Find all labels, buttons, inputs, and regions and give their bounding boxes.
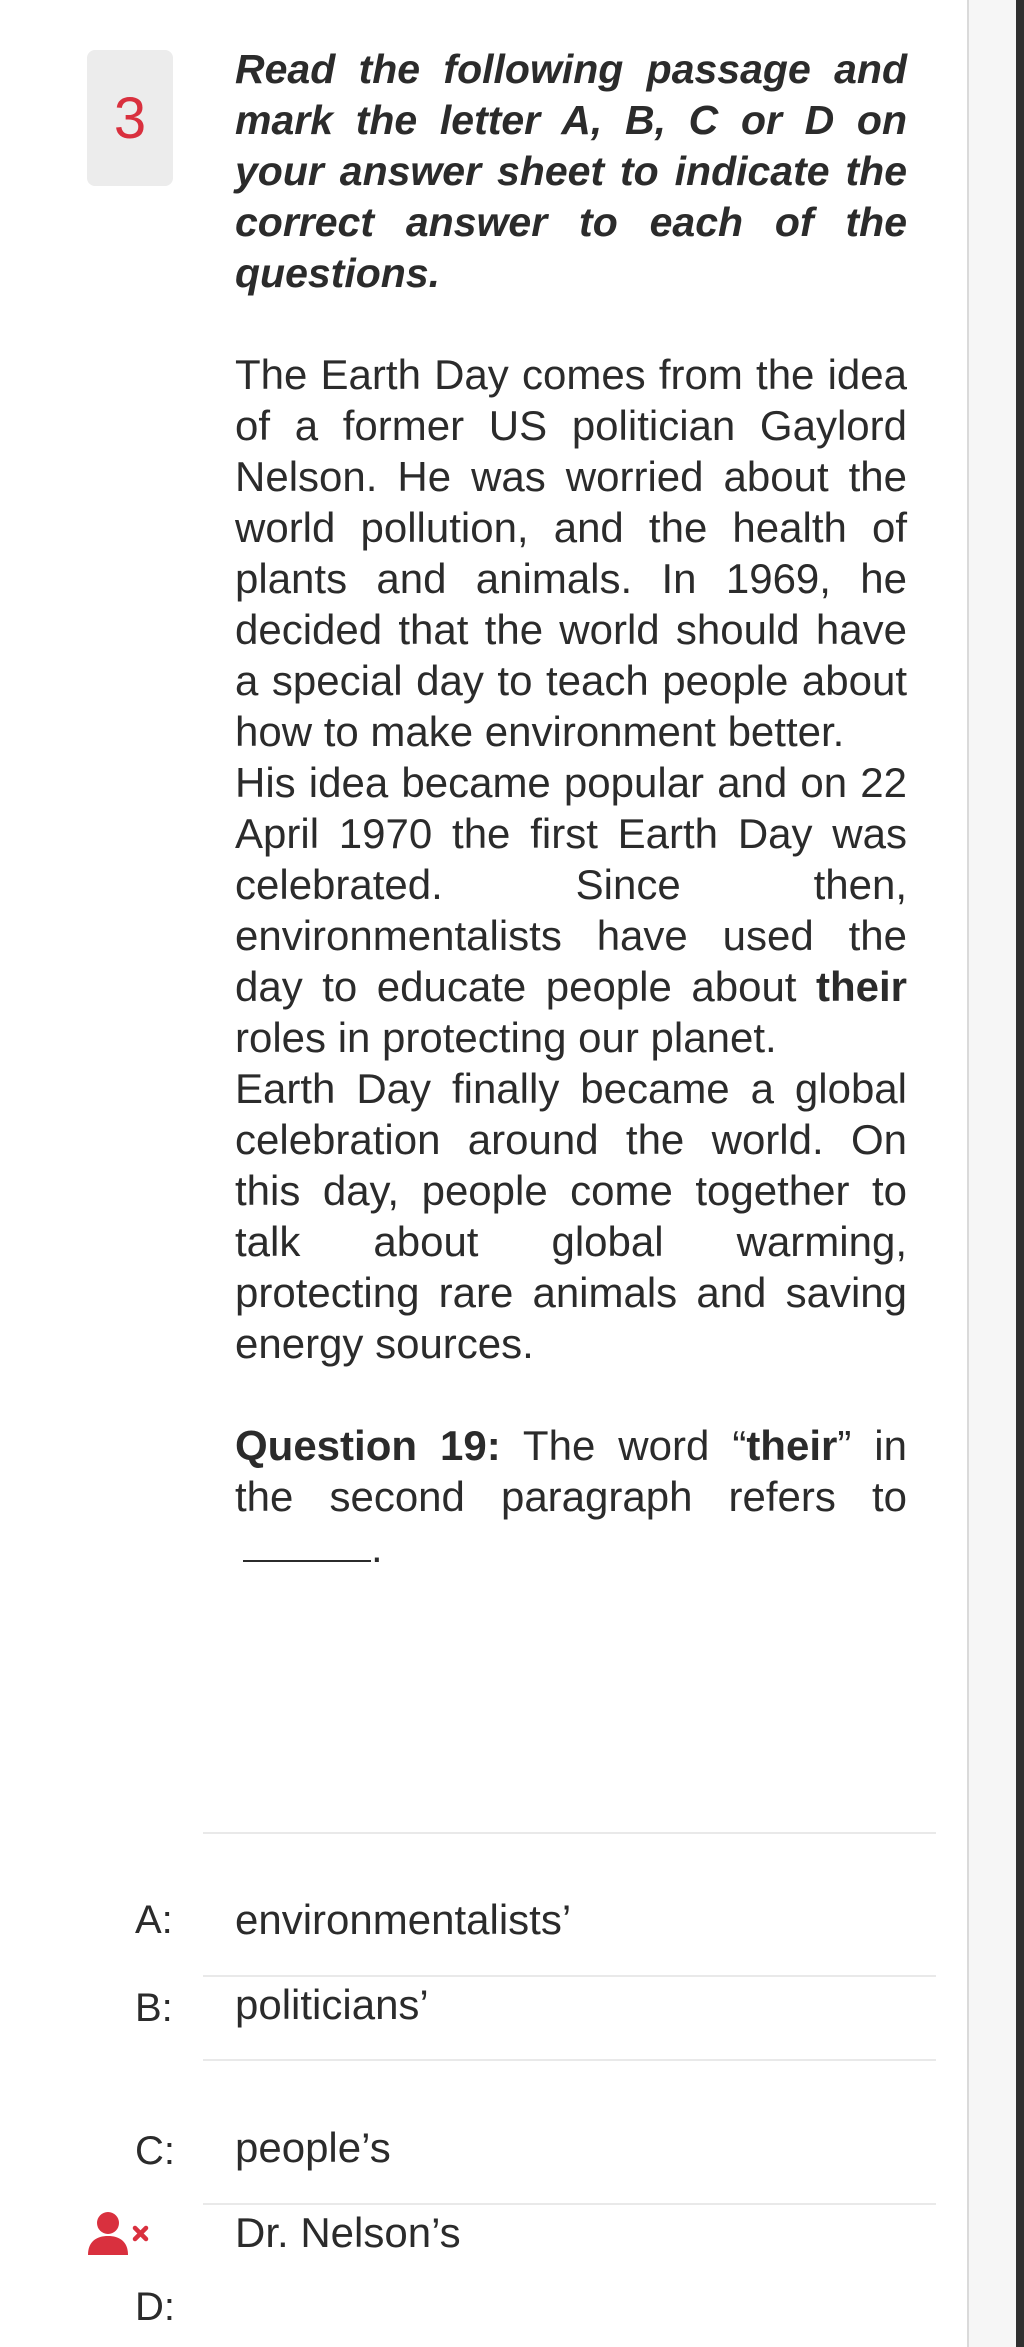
option-text: environmentalists’	[235, 1896, 572, 1943]
passage-paragraph-1: The Earth Day comes from the idea of a former US politician Gaylord Nelson. He was worried about the world pollution, and the health of plants and animals. In 1969, he decided that the world should have a special day to teach people about how to make environment better.	[235, 351, 907, 755]
question-content	[235, 44, 907, 1573]
divider	[203, 1832, 936, 1834]
person-remove-icon	[88, 2211, 150, 2257]
scrollbar[interactable]	[1016, 0, 1024, 2347]
reading-passage	[235, 349, 907, 1369]
answer-blank	[243, 1548, 371, 1562]
divider	[203, 2203, 936, 2205]
divider	[203, 2059, 936, 2061]
question-stem	[235, 1420, 907, 1573]
passage-paragraph-3: Earth Day finally became a global celebration around the world. On this day, people come together to talk about global warming, protecting rare animals and saving energy sources.	[235, 1065, 907, 1367]
question-text-start: The word “	[500, 1422, 747, 1469]
passage-paragraph-2	[235, 757, 907, 1063]
passage-highlighted-word: their	[815, 963, 907, 1010]
passage-p2-start: His idea became popular and on 22 April 1970 the first Earth Day was celebrated. Since then, environmentalists have used the day to educate people about	[235, 759, 907, 1010]
option-letter: D:	[135, 2285, 175, 2329]
divider	[203, 1975, 936, 1977]
option-letter: C:	[135, 2129, 175, 2173]
option-letter: B:	[135, 1986, 173, 2030]
option-text: Dr. Nelson’s	[235, 2209, 461, 2256]
question-label: Question 19:	[235, 1422, 501, 1469]
question-bold-word: their	[746, 1422, 838, 1469]
question-text-end: ” in the second paragraph refers to	[235, 1422, 907, 1520]
question-number-badge	[87, 50, 173, 186]
passage-p2-end: roles in protecting our planet.	[235, 1014, 777, 1061]
question-number: 3	[113, 85, 147, 151]
option-text: politicians’	[235, 1981, 429, 2028]
option-text: people’s	[235, 2124, 391, 2171]
option-letter: A:	[135, 1898, 173, 1942]
question-period: .	[371, 1524, 383, 1571]
instruction-text: Read the following passage and mark the letter A, B, C or D on your answer sheet to indicate the correct answer to each of the questions.	[235, 46, 907, 296]
